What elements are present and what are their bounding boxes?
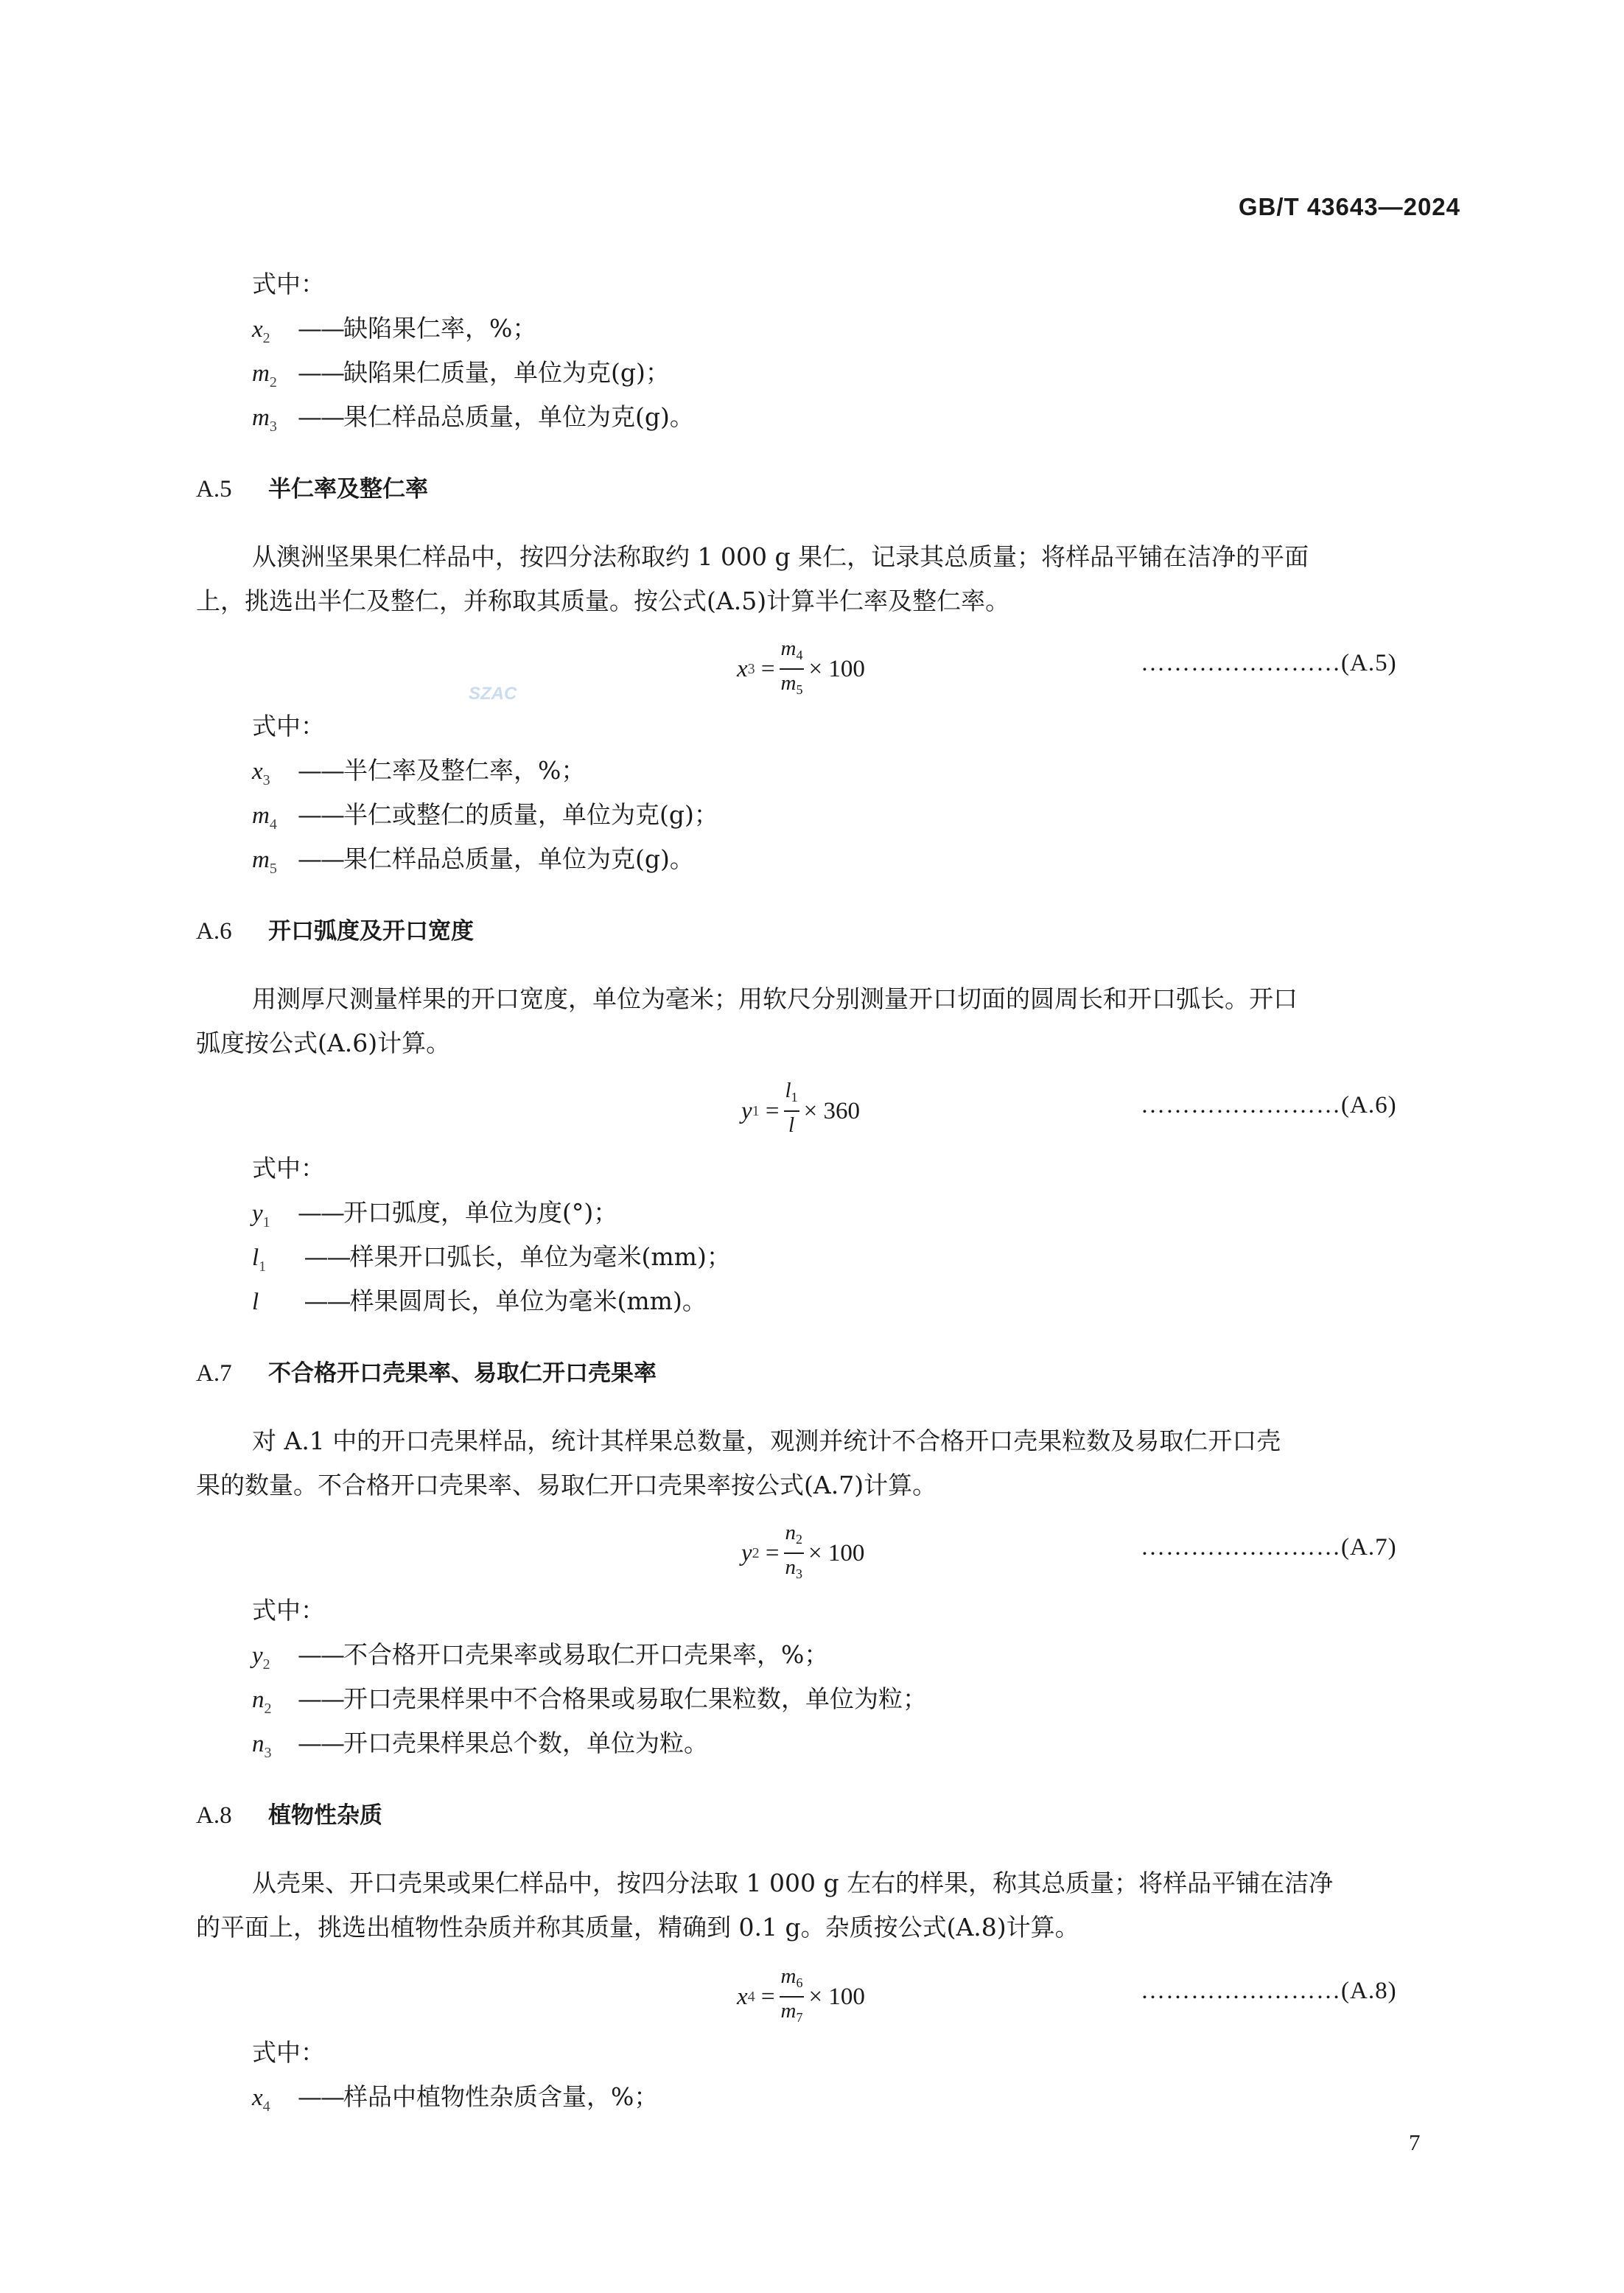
paragraph-line: 上，挑选出半仁及整仁，并称取其质量。按公式(A.5)计算半仁率及整仁率。 — [196, 587, 1010, 615]
paragraph-line: 用测厚尺测量样果的开口宽度，单位为毫米；用软尺分别测量开口切面的圆周长和开口弧长。开口 — [252, 984, 1298, 1013]
section-heading: A.7 不合格开口壳果率、易取仁开口壳果率 — [196, 1360, 657, 1387]
definition-line: $l_1$ ——样果开口弧长，单位为毫米(mm)； — [252, 1242, 731, 1275]
paragraph-line: 果的数量。不合格开口壳果率、易取仁开口壳果率按公式(A.7)计算。 — [196, 1471, 937, 1499]
paragraph-line: 的平面上，挑选出植物性杂质并称其质量，精确到 0.1 g。杂质按公式(A.8)计算。 — [196, 1913, 1079, 1942]
paragraph-line: 对 A.1 中的开口壳果样品，统计其样果总数量，观测并统计不合格开口壳果粒数及易取仁开口壳 — [252, 1426, 1281, 1455]
definition-line: $m_2$ ——缺陷果仁质量，单位为克(g)； — [252, 358, 670, 391]
where-label: 式中： — [252, 1154, 325, 1183]
section-heading: A.8 植物性杂质 — [196, 1802, 382, 1829]
equation-number: ……………………(A.6) — [1141, 1092, 1397, 1119]
definition-line: $y_1$ ——开口弧度，单位为度(°)； — [252, 1198, 618, 1230]
definition-line: l ——样果圆周长，单位为毫米(mm)。 — [252, 1286, 707, 1315]
paragraph-line: 弧度按公式(A.6)计算。 — [196, 1029, 451, 1057]
definition-line: $n_3$ ——开口壳果样果总个数，单位为粒。 — [252, 1729, 708, 1761]
section-heading: A.5 半仁率及整仁率 — [196, 476, 428, 503]
section-heading: A.6 开口弧度及开口宽度 — [196, 918, 474, 945]
definition-line: $x_2$ ——缺陷果仁率，%； — [252, 314, 537, 346]
formula-a5: x 3 = $\frac{m_4}{m_5}$ × 100 — [737, 637, 865, 697]
formula-a6: y 1 = $\frac{l_1}{l}$ × 360 — [741, 1079, 860, 1137]
formula-a7: y 2 = $\frac{n_2}{n_3}$ × 100 — [741, 1521, 865, 1581]
standard-number: GB/T 43643—2024 — [1238, 193, 1460, 220]
formula-a8: x 4 = $\frac{m_6}{m_7}$ × 100 — [737, 1964, 865, 2025]
equation-number: ……………………(A.7) — [1141, 1534, 1397, 1561]
page-number: 7 — [1409, 2129, 1421, 2155]
equation-number: ……………………(A.8) — [1141, 1978, 1397, 2004]
definition-line: $m_3$ ——果仁样品总质量，单位为克(g)。 — [252, 402, 694, 435]
definition-line: $n_2$ ——开口壳果样果中不合格果或易取仁果粒数，单位为粒； — [252, 1684, 927, 1717]
where-label: 式中： — [252, 712, 325, 741]
paragraph-line: 从澳洲坚果果仁样品中，按四分法称取约 1 000 g 果仁，记录其总质量；将样品平铺在洁净的平面 — [252, 542, 1309, 571]
definition-line: $y_2$ ——不合格开口壳果率或易取仁开口壳果率，%； — [252, 1640, 829, 1673]
definition-line: $m_4$ ——半仁或整仁的质量，单位为克(g)； — [252, 800, 718, 833]
definition-line: $x_4$ ——样品中植物性杂质含量，%； — [252, 2082, 659, 2115]
where-label: 式中： — [252, 2038, 325, 2067]
definition-line: $x_3$ ——半仁率及整仁率，%； — [252, 756, 586, 788]
equation-number: ……………………(A.5) — [1141, 650, 1397, 676]
where-label: 式中： — [252, 270, 325, 298]
where-label: 式中： — [252, 1596, 325, 1625]
paragraph-line: 从壳果、开口壳果或果仁样品中，按四分法取 1 000 g 左右的样果，称其总质量；将样品平铺在洁净 — [252, 1869, 1334, 1897]
definition-line: $m_5$ ——果仁样品总质量，单位为克(g)。 — [252, 844, 694, 877]
watermark-logo: SZAC — [469, 684, 517, 704]
